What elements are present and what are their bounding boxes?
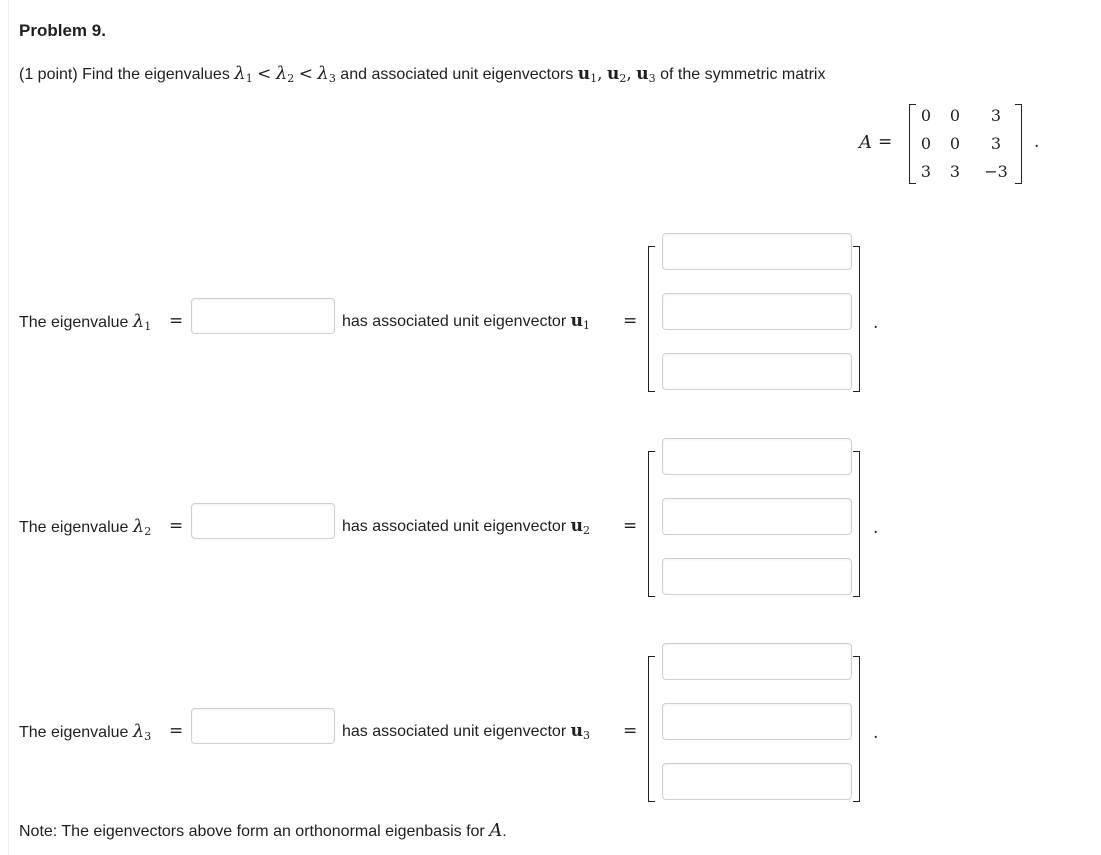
matrix-cell: 0	[920, 134, 932, 153]
vector-1-right-bracket	[853, 246, 860, 392]
eigenvector-3-equals: =	[623, 721, 638, 741]
lambda-3-symbol: $\lambda_3$	[317, 63, 336, 85]
less-than: <	[298, 64, 313, 84]
matrix-right-bracket	[1015, 104, 1022, 184]
matrix-equals: =	[878, 132, 893, 152]
vector-2-left-bracket	[648, 451, 655, 597]
matrix-cell: 3	[990, 134, 1002, 153]
eigenvector-2-equals: =	[623, 516, 638, 536]
eigenvalue-1-label: The eigenvalue $\lambda_1$	[19, 311, 152, 333]
note-matrix-symbol: A	[489, 820, 503, 841]
eigenvalue-2-input[interactable]	[191, 503, 335, 539]
matrix-cell: 3	[949, 162, 961, 181]
lambda-1-symbol: $\lambda_1$	[234, 63, 253, 85]
eigenvector-3-label: has associated unit eigenvector $u_3$	[342, 721, 590, 742]
matrix-period: .	[1034, 132, 1040, 152]
prompt-text-b: and associated unit eigenvectors	[340, 66, 574, 83]
vector-2-period: .	[873, 518, 879, 538]
eigenvector-3-component-1-input[interactable]	[662, 643, 852, 680]
matrix-cells	[914, 104, 1014, 184]
matrix-cell: 0	[949, 134, 961, 153]
matrix-cell: 3	[990, 106, 1002, 125]
eigenvector-1-component-2-input[interactable]	[662, 293, 852, 330]
less-than: <	[257, 64, 272, 84]
eigenvalue-2-equals: =	[169, 516, 184, 536]
u-1-symbol: $u_1$	[577, 64, 598, 85]
eigenvalue-1-input[interactable]	[191, 298, 335, 334]
eigenvector-2-component-1-input[interactable]	[662, 438, 852, 475]
eigenvalue-2-label: The eigenvalue $\lambda_2$	[19, 516, 152, 538]
note-text: Note: The eigenvectors above form an orthonormal eigenbasis for A.	[19, 820, 507, 841]
u-3-symbol: $u_3$	[636, 64, 656, 85]
matrix-name: A	[859, 132, 872, 153]
vector-3-period: .	[873, 723, 879, 743]
u-2-symbol: $u_2$	[607, 64, 627, 85]
matrix-cell: 0	[920, 106, 932, 125]
matrix-cell: −3	[984, 162, 1008, 181]
eigenvector-2-label: has associated unit eigenvector $u_2$	[342, 516, 590, 537]
problem-title: Problem 9.	[19, 21, 106, 40]
eigenvector-2-component-2-input[interactable]	[662, 498, 852, 535]
matrix-cell: 0	[949, 106, 961, 125]
eigenvalue-3-input[interactable]	[191, 708, 335, 744]
comma: ,	[626, 64, 632, 84]
points-label: (1 point)	[19, 66, 78, 83]
vector-3-right-bracket	[853, 656, 860, 802]
eigenvector-1-component-1-input[interactable]	[662, 233, 852, 270]
prompt-text-c: of the symmetric matrix	[660, 66, 826, 83]
lambda-2-symbol: $\lambda_2$	[275, 63, 295, 85]
vector-1-left-bracket	[648, 246, 655, 392]
matrix-cell: 3	[920, 162, 932, 181]
eigenvector-1-component-3-input[interactable]	[662, 353, 852, 390]
comma: ,	[597, 64, 603, 84]
eigenvector-1-equals: =	[623, 311, 638, 331]
eigenvalue-1-equals: =	[169, 311, 184, 331]
problem-prompt	[19, 63, 825, 85]
prompt-text-a: Find the eigenvalues	[82, 66, 230, 83]
vector-1-period: .	[873, 313, 879, 333]
vector-3-left-bracket	[648, 656, 655, 802]
eigenvector-3-component-2-input[interactable]	[662, 703, 852, 740]
eigenvector-2-component-3-input[interactable]	[662, 558, 852, 595]
eigenvector-3-component-3-input[interactable]	[662, 763, 852, 800]
eigenvalue-3-label: The eigenvalue $\lambda_3$	[19, 721, 152, 743]
eigenvalue-3-equals: =	[169, 721, 184, 741]
eigenvector-1-label: has associated unit eigenvector $u_1$	[342, 311, 590, 332]
vector-2-right-bracket	[853, 451, 860, 597]
